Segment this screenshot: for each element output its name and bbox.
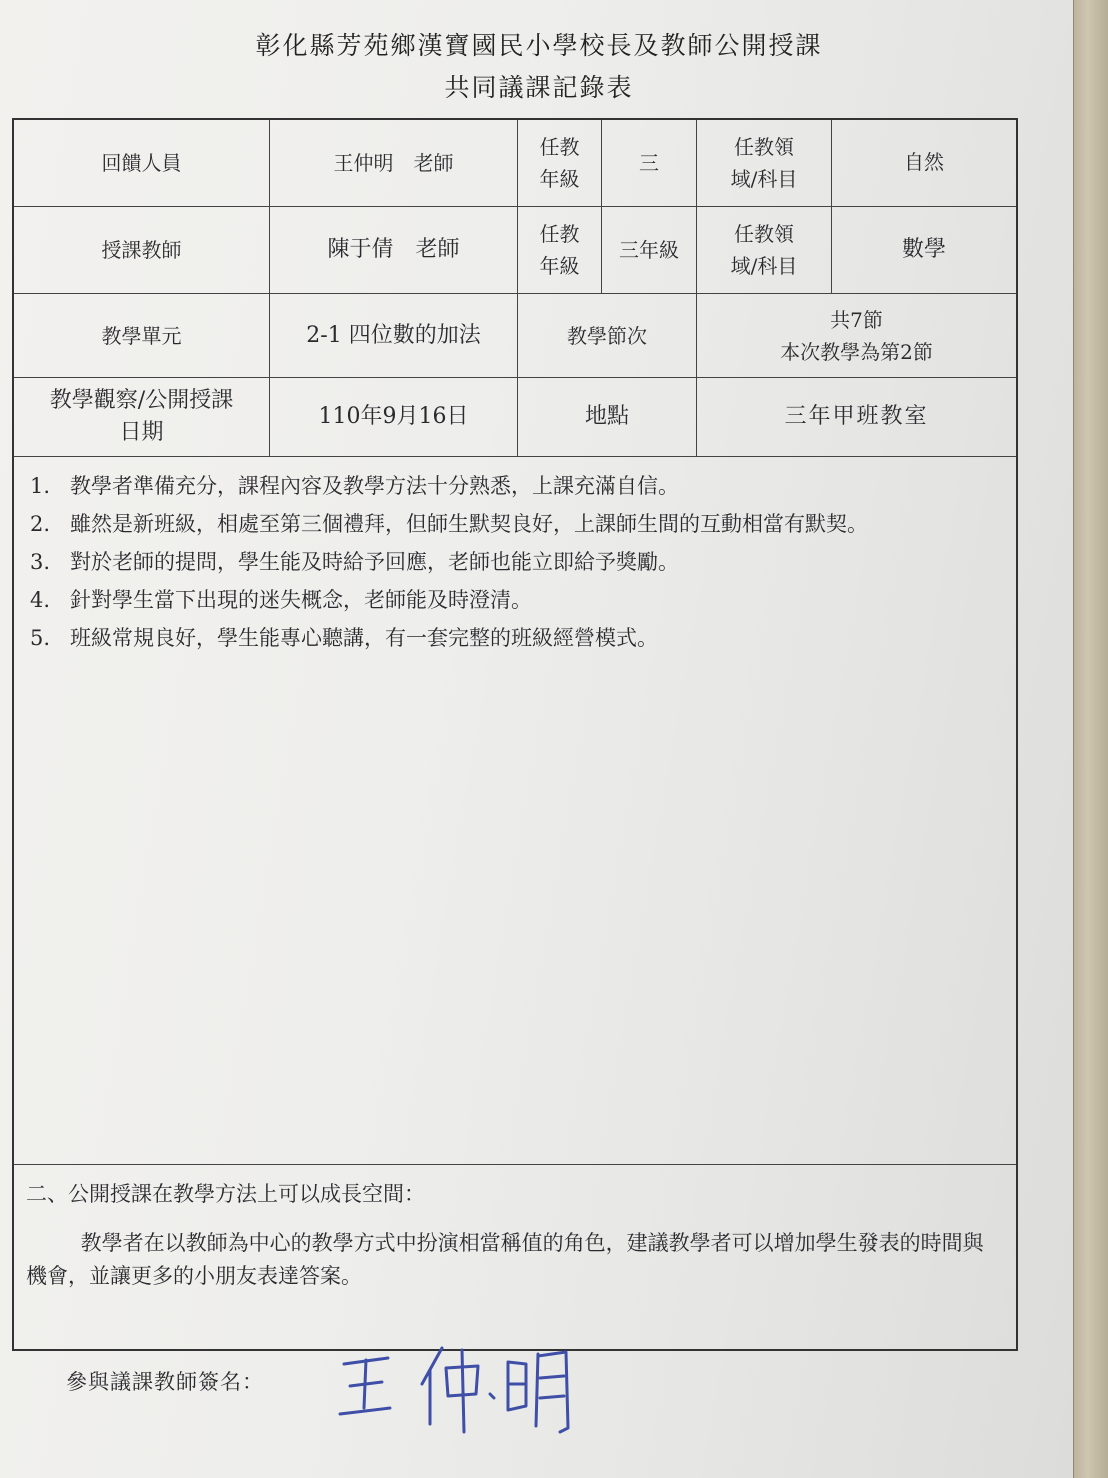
signature-label: 參與議課教師簽名： [66, 1370, 264, 1394]
feedback-item [30, 543, 1000, 581]
date-label-line1: 教學觀察/公開授課 [49, 388, 234, 413]
growth-heading: 二、公開授課在教學方法上可以成長空間： [26, 1182, 425, 1206]
growth-section [14, 1165, 1016, 1349]
feedback-item-text: 雖然是新班級，相處至第三個禮拜，但師生默契良好，上課師生間的互動相當有默契。 [70, 512, 868, 536]
feedback-item [30, 505, 1000, 543]
domain-label [697, 120, 832, 207]
document-title: 彰化縣芳苑鄉漢寶國民小學校長及教師公開授課 [255, 31, 823, 60]
feedback-item-number: 2. [30, 512, 51, 536]
period-label: 教學節次 [518, 294, 697, 378]
location-label: 地點 [518, 378, 697, 457]
feedback-item [30, 581, 1000, 619]
feedback-person-name: 王仲明 老師 [270, 120, 518, 207]
feedback-grade-value: 三 [602, 120, 697, 207]
feedback-item-number: 5. [30, 626, 51, 650]
grade-label-line2: 年級 [539, 167, 580, 191]
period-current: 本次教學為第2節 [780, 339, 933, 364]
document-subtitle: 共同議課記錄表 [444, 73, 634, 102]
feedback-domain-value: 自然 [832, 120, 1016, 207]
teacher-domain-value: 數學 [832, 207, 1016, 294]
period-value [697, 294, 1016, 378]
feedback-section [14, 457, 1016, 1165]
teacher-grade-value: 三年級 [602, 207, 697, 294]
handwritten-signature [330, 1336, 590, 1440]
feedback-person-label: 回饋人員 [14, 120, 270, 207]
feedback-item [30, 467, 1000, 505]
teacher-label: 授課教師 [14, 207, 270, 294]
record-table [12, 118, 1018, 1351]
date-value: 110年9月16日 [270, 378, 518, 457]
location-value: 三年甲班教室 [697, 378, 1016, 457]
grade-label-2 [518, 207, 602, 294]
domain-label-line1: 任教領 [734, 135, 794, 159]
feedback-item-number: 4. [30, 588, 51, 612]
teacher-name: 陳于倩 老師 [270, 207, 518, 294]
domain-label-2-line2: 域/科目 [730, 254, 798, 278]
unit-value: 2-1 四位數的加法 [270, 294, 518, 378]
feedback-item [30, 619, 1000, 657]
feedback-item-text: 對於老師的提問，學生能及時給予回應，老師也能立即給予獎勵。 [70, 550, 679, 574]
period-total: 共7節 [830, 307, 883, 332]
feedback-item-number: 3. [30, 550, 51, 574]
grade-label-line1: 任教 [539, 135, 580, 159]
grade-label [518, 120, 602, 207]
grade-label-2-line2: 年級 [539, 254, 580, 278]
date-label-line2: 日期 [119, 420, 164, 445]
feedback-item-text: 教學者準備充分，課程內容及教學方法十分熟悉，上課充滿自信。 [70, 474, 679, 498]
domain-label-2-line1: 任教領 [734, 222, 794, 246]
growth-body: 教學者在以教師為中心的教學方式中扮演相當稱值的角色，建議教學者可以增加學生發表的時間與機會，並讓更多的小朋友表達答案。 [26, 1231, 984, 1288]
feedback-item-text: 班級常規良好，學生能專心聽講，有一套完整的班級經營模式。 [70, 626, 658, 650]
grade-label-2-line1: 任教 [539, 222, 580, 246]
feedback-item-number: 1. [30, 474, 51, 498]
domain-label-line2: 域/科目 [730, 167, 798, 191]
feedback-item-text: 針對學生當下出現的迷失概念，老師能及時澄清。 [70, 588, 532, 612]
domain-label-2 [697, 207, 832, 294]
binder-edge [1073, 0, 1108, 1478]
unit-label: 教學單元 [14, 294, 270, 378]
date-label [14, 378, 270, 457]
